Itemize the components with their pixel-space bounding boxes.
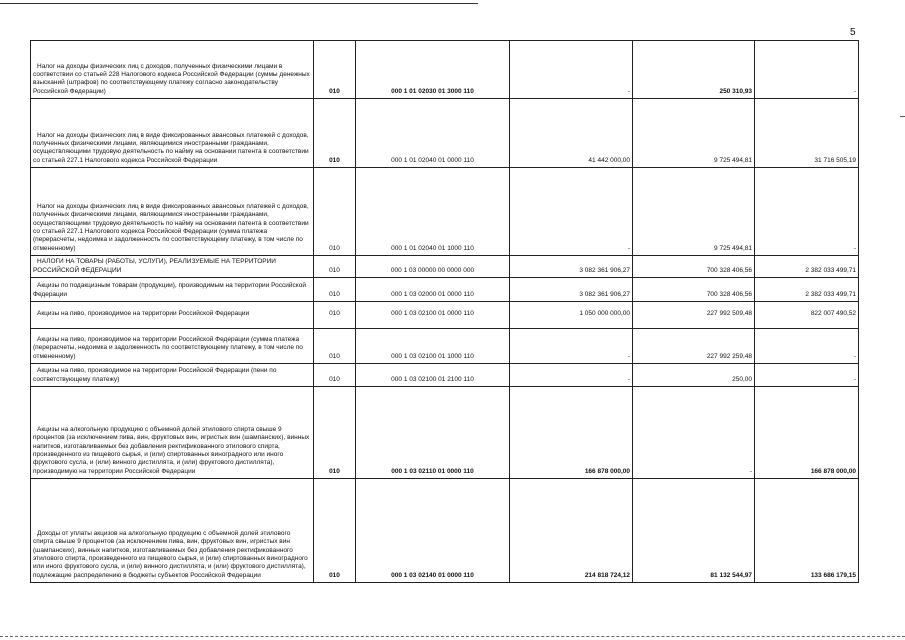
approved-value: 41 442 000,00 <box>510 99 633 168</box>
executed-value: 227 992 509,48 <box>633 302 755 329</box>
bottom-rule <box>0 636 905 637</box>
approved-value: 214 818 724,12 <box>510 479 633 583</box>
table-row <box>31 256 859 278</box>
approved-value: - <box>510 329 633 364</box>
unexecuted-value: 133 686 179,15 <box>755 479 859 583</box>
unexecuted-value: - <box>755 364 859 387</box>
executed-value: 700 328 406,56 <box>633 278 755 302</box>
executed-value: 227 992 259,48 <box>633 329 755 364</box>
top-rule <box>0 3 478 4</box>
line-code: 010 <box>314 278 356 302</box>
budget-code: 000 1 01 02040 01 1000 110 <box>356 168 510 256</box>
table-row <box>31 41 859 99</box>
approved-value: - <box>510 41 633 99</box>
budget-code: 000 1 01 02030 01 3000 110 <box>356 41 510 99</box>
row-name: Акцизы на пиво, производимое на территории Российской Федерации <box>37 309 250 317</box>
unexecuted-value: 822 007 490,52 <box>755 302 859 329</box>
row-name: Доходы от уплаты акцизов на алкогольную продукцию с объемной долей этилового спирта свыше 9 процентов (за исключением пива, вин, фруктовых вин, игристых вин (шампанских), винных напитков, изготавливаемых без добавления ректификованного этилового спирта, произведенного из пищевого сырья, и (или) спиртованных виноградного или иного фруктового сусла, и (или) винного дистиллята, и (или) фруктового дистиллята), подлежащие распределению в бюджеты субъектов Российской Федерации <box>33 530 308 579</box>
unexecuted-value: 2 382 033 499,71 <box>755 256 859 278</box>
row-name: НАЛОГИ НА ТОВАРЫ (РАБОТЫ, УСЛУГИ), РЕАЛИЗУЕМЫЕ НА ТЕРРИТОРИИ РОССИЙСКОЙ ФЕДЕРАЦИИ <box>33 258 276 274</box>
unexecuted-value: - <box>755 329 859 364</box>
budget-code: 000 1 03 02100 01 2100 110 <box>356 364 510 387</box>
row-name: Налог на доходы физических лиц с доходов, полученных физическими лицами в соответствии со статьей 228 Налогового кодекса Российской Федерации (суммы денежных взысканий (штрафов) по соответствующему платежу согласно законодательству Российской Федерации) <box>33 62 310 95</box>
revenue-table <box>30 40 859 583</box>
approved-value: 3 082 361 906,27 <box>510 256 633 278</box>
approved-value: 3 082 361 906,27 <box>510 278 633 302</box>
row-name: Акцизы по подакцизным товарам (продукции), производимым на территории Российской Федерации <box>33 282 306 298</box>
budget-code: 000 1 03 00000 00 0000 000 <box>356 256 510 278</box>
table-row <box>31 364 859 387</box>
budget-code: 000 1 03 02000 01 0000 110 <box>356 278 510 302</box>
budget-code: 000 1 03 02100 01 1000 110 <box>356 329 510 364</box>
line-code: 010 <box>314 41 356 99</box>
approved-value: 1 050 000 000,00 <box>510 302 633 329</box>
margin-mark <box>900 116 905 117</box>
row-name: Налог на доходы физических лиц в виде фиксированных авансовых платежей с доходов, полученных физическими лицами, являющимися иностранными гражданами, осуществляющими трудовую деятельность по найму на основании патента в соответствии со статьей 227.1 Налогового кодекса Российской Федерации (сумма платежа (перерасчеты, недоимка и задолженность по соответствующему платежу, в том числе по отмененному) <box>33 203 309 252</box>
table-row <box>31 479 859 583</box>
budget-code: 000 1 03 02140 01 0000 110 <box>356 479 510 583</box>
table-row <box>31 278 859 302</box>
row-name: Налог на доходы физических лиц в виде фиксированных авансовых платежей с доходов, полученных физическими лицами, являющимися иностранными гражданами, осуществляющими трудовую деятельность по найму на основании патента в соответствии со статьей 227.1 Налогового кодекса Российской Федерации <box>33 131 309 164</box>
executed-value: - <box>633 387 755 479</box>
table-row <box>31 329 859 364</box>
executed-value: 700 328 406,56 <box>633 256 755 278</box>
executed-value: 250,00 <box>633 364 755 387</box>
executed-value: 9 725 494,81 <box>633 99 755 168</box>
unexecuted-value: - <box>755 41 859 99</box>
budget-code: 000 1 01 02040 01 0000 110 <box>356 99 510 168</box>
line-code: 010 <box>314 479 356 583</box>
approved-value: 166 878 000,00 <box>510 387 633 479</box>
budget-code: 000 1 03 02100 01 0000 110 <box>356 302 510 329</box>
budget-code: 000 1 03 02110 01 0000 110 <box>356 387 510 479</box>
table-row <box>31 387 859 479</box>
line-code: 010 <box>314 364 356 387</box>
row-name: Акцизы на алкогольную продукцию с объемной долей этилового спирта свыше 9 процентов (за исключением пива, вин, фруктовых вин, игристых вин (шампанских), винных напитков, изготавливаемых без добавления ректификованного этилового спирта, произведенного из пищевого сырья, и (или) спиртованных виноградного или иного фруктового сусла, и (или) винного дистиллята, и (или) фруктового дистиллята), производимую на территории Российской Федерации <box>33 426 310 475</box>
unexecuted-value: 2 382 033 499,71 <box>755 278 859 302</box>
row-name: Акцизы на пиво, производимое на территории Российской Федерации (пени по соответствующему платежу) <box>33 367 277 383</box>
unexecuted-value: 31 716 505,19 <box>755 99 859 168</box>
line-code: 010 <box>314 168 356 256</box>
executed-value: 9 725 494,81 <box>633 168 755 256</box>
unexecuted-value: 166 878 000,00 <box>755 387 859 479</box>
executed-value: 81 132 544,97 <box>633 479 755 583</box>
page-number: 5 <box>850 27 856 38</box>
row-name: Акцизы на пиво, производимое на территории Российской Федерации (сумма платежа (перерасчеты, недоимка и задолженность по соответствующему платежу, в том числе по отмененному) <box>33 336 303 360</box>
line-code: 010 <box>314 256 356 278</box>
unexecuted-value: - <box>755 168 859 256</box>
line-code: 010 <box>314 99 356 168</box>
table-row <box>31 302 859 329</box>
line-code: 010 <box>314 302 356 329</box>
executed-value: 250 310,93 <box>633 41 755 99</box>
line-code: 010 <box>314 329 356 364</box>
table-row <box>31 168 859 256</box>
approved-value: - <box>510 364 633 387</box>
approved-value: - <box>510 168 633 256</box>
table-row <box>31 99 859 168</box>
line-code: 010 <box>314 387 356 479</box>
